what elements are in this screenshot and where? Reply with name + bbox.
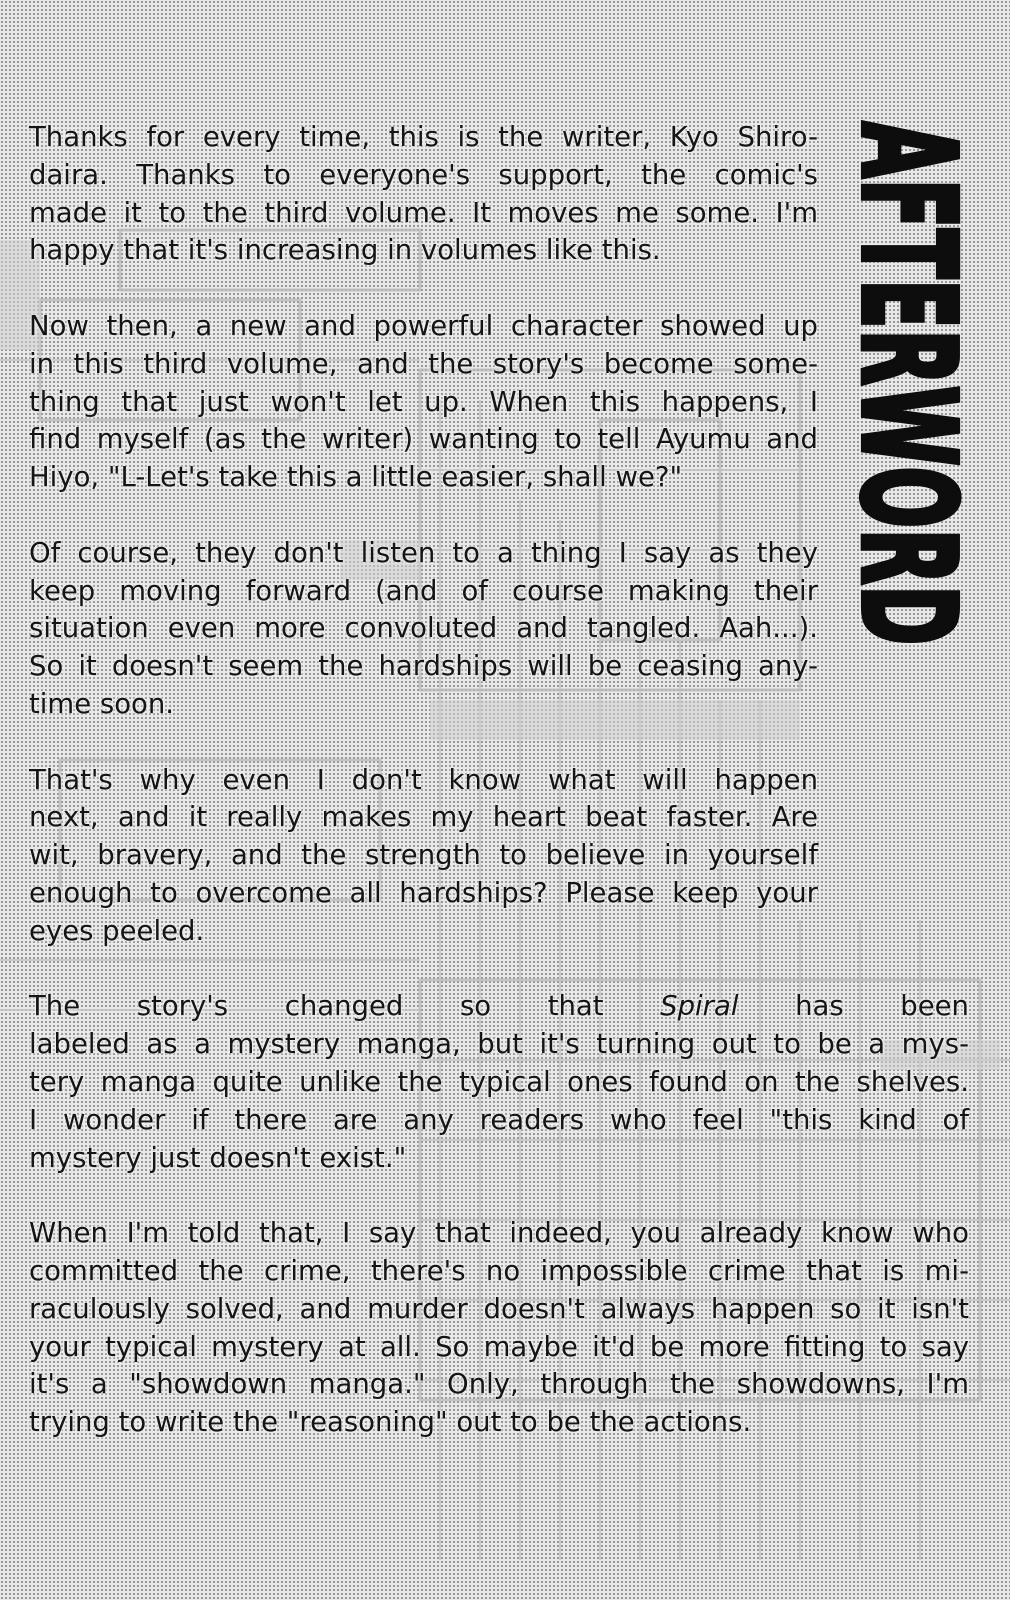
text-line: your typical mystery at all. So maybe it'd be more fitting to say <box>29 1330 969 1363</box>
text-line: find myself (as the writer) wanting to tell Ayumu and <box>29 423 818 456</box>
text-line: situation even more convoluted and tangled. Aah...). <box>29 612 818 645</box>
afterword-text <box>29 119 969 1480</box>
text-line: Of course, they don't listen to a thing I say as they <box>29 536 818 569</box>
text-line: thing that just won't let up. When this happens, I <box>29 385 818 418</box>
text-line: committed the crime, there's no impossible crime that is mi- <box>29 1254 969 1287</box>
text-line: in this third volume, and the story's become some- <box>29 347 818 380</box>
text-line: That's why even I don't know what will happen <box>29 763 818 796</box>
text-line: it's a "showdown manga." Only, through the showdowns, I'm <box>29 1368 969 1401</box>
text-line: Thanks for every time, this is the writer, Kyo Shiro- <box>29 121 818 153</box>
text-line: tery manga quite unlike the typical ones found on the shelves. <box>29 1065 969 1098</box>
text-line: Hiyo, "L-Let's take this a little easier, shall we?" <box>29 461 683 494</box>
text-line: time soon. <box>29 687 175 720</box>
text-line: Now then, a new and powerful character showed up <box>29 309 818 342</box>
text-line: happy that it's increasing in volumes like this. <box>29 234 661 267</box>
text-line: next, and it really makes my heart beat faster. Are <box>29 801 818 834</box>
text-line: When I'm told that, I say that indeed, you already know who <box>29 1217 969 1250</box>
svg-text:AFTERWORD: AFTERWORD <box>833 122 981 647</box>
text-line: trying to write the "reasoning" out to be the actions. <box>29 1406 752 1439</box>
paragraph-5 <box>29 988 969 1177</box>
text-line: So it doesn't seem the hardships will be ceasing any- <box>29 650 818 683</box>
text-line: The story's changed so that Spiral has been <box>29 990 969 1023</box>
paragraph-1 <box>29 119 969 270</box>
text-line: I wonder if there are any readers who feel "this kind of <box>29 1103 969 1136</box>
text-line: daira. Thanks to everyone's support, the comic's <box>29 158 818 191</box>
paragraph-6 <box>29 1215 969 1442</box>
paragraph-4 <box>29 762 969 951</box>
text-line: keep moving forward (and of course making their <box>29 574 818 607</box>
text-line: wit, bravery, and the strength to believe in yourself <box>29 839 818 872</box>
text-line: enough to overcome all hardships? Please keep your <box>29 876 818 909</box>
paragraph-3 <box>29 535 969 724</box>
text-line: eyes peeled. <box>29 914 205 947</box>
spiral-title-italic: Spiral <box>660 990 739 1023</box>
text-line: raculously solved, and murder doesn't always happen so it isn't <box>29 1292 969 1325</box>
text-line: mystery just doesn't exist." <box>29 1141 407 1174</box>
text-line: made it to the third volume. It moves me some. I'm <box>29 196 818 229</box>
paragraph-2 <box>29 308 969 497</box>
text-line: labeled as a mystery manga, but it's turning out to be a mys- <box>29 1028 969 1061</box>
